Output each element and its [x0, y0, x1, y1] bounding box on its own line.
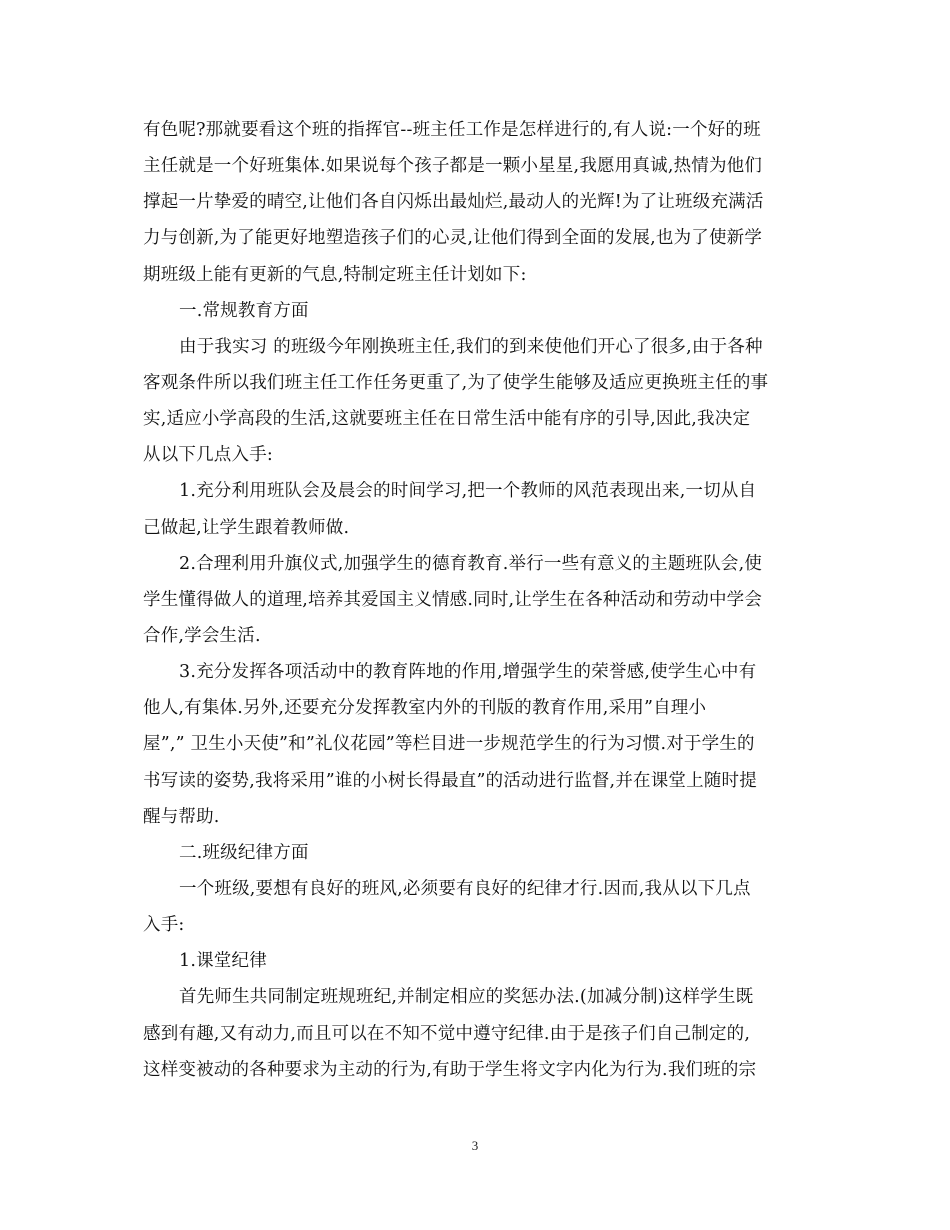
- text-line: 屋”,” 卫生小天使”和”礼仪花园”等栏目进一步规范学生的行为习惯.对于学生的: [143, 734, 755, 755]
- text-line: 合作,学会生活.: [143, 625, 261, 646]
- text-line: 实,适应小学高段的生活,这就要班主任在日常生活中能有序的引导,因此,我决定: [143, 409, 751, 430]
- text-line: 撑起一片挚爱的晴空,让他们各自闪烁出最灿烂,最动人的光辉!为了让班级充满活: [143, 192, 764, 213]
- list-item: 3.充分发挥各项活动中的教育阵地的作用,增强学生的荣誉感,使学生心中有: [179, 662, 757, 683]
- text-line: 有色呢?那就要看这个班的指挥官--班主任工作是怎样进行的,有人说:一个好的班: [143, 120, 761, 140]
- text-line: 从以下几点入手:: [143, 445, 273, 466]
- text-line: 力与创新,为了能更好地塑造孩子们的心灵,让他们得到全面的发展,也为了使新学: [143, 228, 763, 249]
- text-line: 己做起,让学生跟着教师做.: [143, 517, 350, 538]
- section-heading: 一.常规教育方面: [179, 300, 309, 321]
- subsection-heading: 1.课堂纪律: [179, 951, 267, 972]
- text-line: 入手:: [143, 915, 185, 936]
- text-line: 书写读的姿势,我将采用”谁的小树长得最直”的活动进行监督,并在课堂上随时提: [143, 770, 757, 791]
- text-line: 醒与帮助.: [143, 806, 220, 827]
- text-line: 感到有趣,又有动力,而且可以在不知不觉中遵守纪律.由于是孩子们自己制定的,: [143, 1023, 751, 1044]
- body-text: [143, 112, 808, 1088]
- list-item: 1.充分利用班队会及晨会的时间学习,把一个教师的风范表现出来,一切从自: [179, 481, 757, 502]
- text-line: 由于我实习 的班级今年刚换班主任,我们的到来使他们开心了很多,由于各种: [179, 336, 763, 357]
- text-line: 期班级上能有更新的气息,特制定班主任计划如下:: [143, 264, 527, 285]
- text-line: 学生懂得做人的道理,培养其爱国主义情感.同时,让学生在各种活动和劳动中学会: [143, 589, 763, 610]
- text-line: 主任就是一个好班集体.如果说每个孩子都是一颗小星星,我愿用真诚,热情为他们: [143, 156, 763, 177]
- list-item: 2.合理利用升旗仪式,加强学生的德育教育.举行一些有意义的主题班队会,使: [179, 553, 763, 574]
- text-line: 一个班级,要想有良好的班风,必须要有良好的纪律才行.因而,我从以下几点: [179, 878, 751, 899]
- text-line: 这样变被动的各种要求为主动的行为,有助于学生将文字内化为行为.我们班的宗: [143, 1059, 757, 1080]
- text-line: 首先师生共同制定班规班纪,并制定相应的奖惩办法.(加减分制)这样学生既: [179, 987, 754, 1008]
- section-heading: 二.班级纪律方面: [179, 842, 309, 863]
- text-line: 客观条件所以我们班主任工作任务更重了,为了使学生能够及适应更换班主任的事: [143, 372, 769, 393]
- page-number: 3: [471, 1138, 479, 1153]
- text-line: 他人,有集体.另外,还要充分发挥教室内外的刊版的教育作用,采用”自理小: [143, 698, 707, 719]
